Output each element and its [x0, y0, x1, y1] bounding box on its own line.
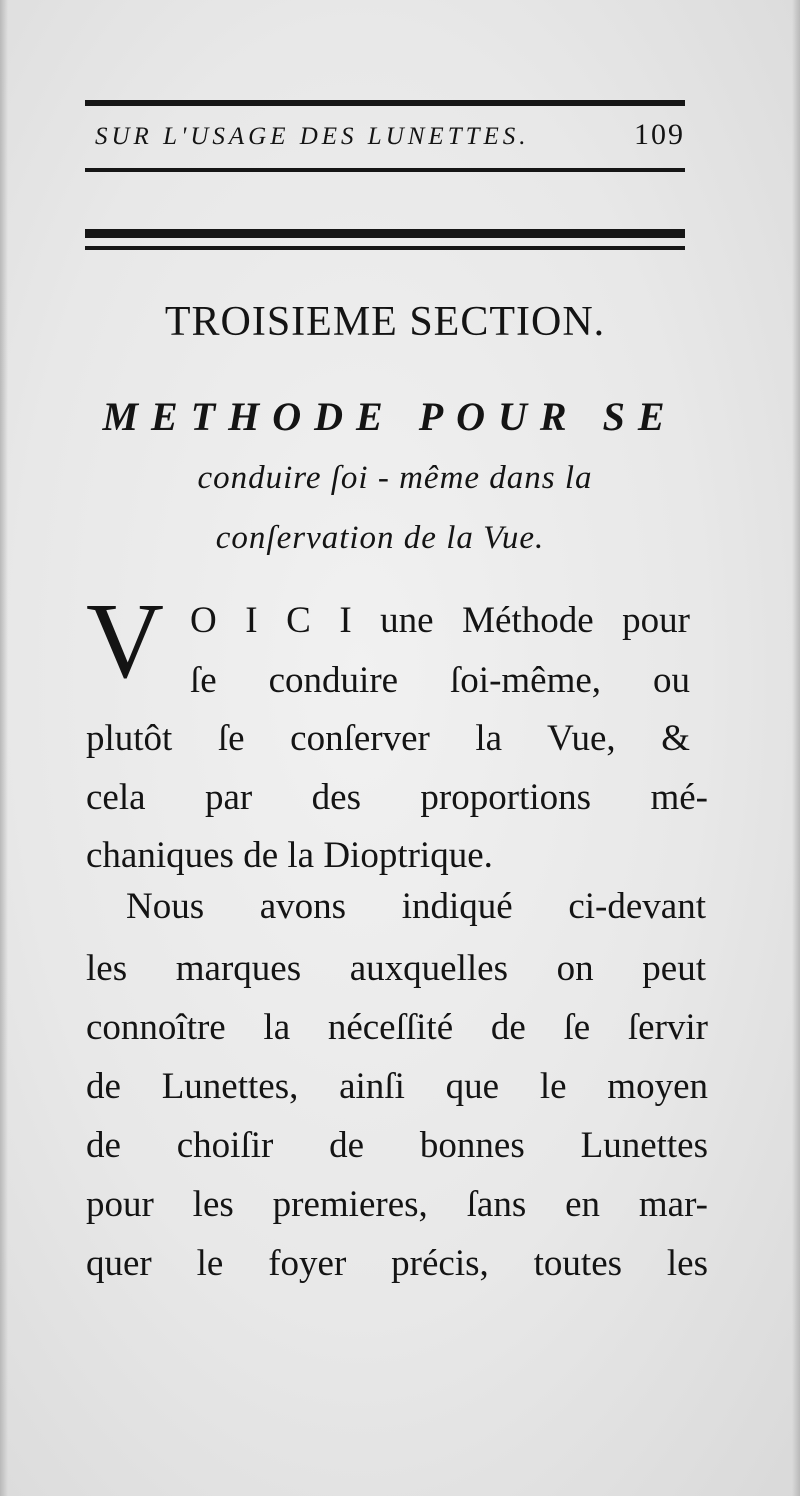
page-number: 109: [634, 118, 685, 151]
body-text-line: cela par des proportions mé-: [86, 777, 708, 818]
section-title: TROISIEME SECTION.: [164, 299, 606, 345]
drop-cap: V: [86, 582, 164, 701]
body-text-line: pour les premieres, ſans en mar-: [86, 1184, 708, 1225]
body-text-line: de choiſir de bonnes Lunettes: [86, 1125, 708, 1166]
page-edge-right: [792, 0, 800, 1496]
body-text-line: ſe conduire ſoi-même, ou: [190, 660, 690, 701]
body-text-line: chaniques de la Dioptrique.: [86, 835, 493, 876]
body-text-line: de Lunettes, ainſi que le moyen: [86, 1066, 708, 1107]
section-subtitle-line: conduire ſoi - même dans la: [197, 460, 593, 496]
section-rule-thin: [85, 246, 685, 250]
running-head: [95, 118, 685, 162]
section-subtitle-line: METHODE POUR SE: [102, 394, 678, 439]
body-text-line: O I C I une Méthode pour: [190, 600, 690, 641]
body-text-line: connoître la néceſſité de ſe ſervir: [86, 1007, 708, 1048]
page-edge-left: [0, 0, 8, 1496]
header-rule-bottom: [85, 168, 685, 172]
body-text-line: quer le foyer précis, toutes les: [86, 1243, 708, 1284]
running-title: SUR L'USAGE DES LUNETTES.: [95, 123, 530, 150]
section-subtitle-line: conſervation de la Vue.: [215, 520, 545, 556]
body-text-line: plutôt ſe conſerver la Vue, &: [86, 718, 690, 759]
body-text-line: les marques auxquelles on peut: [86, 948, 706, 989]
header-rule-top: [85, 100, 685, 106]
body-text-line: Nous avons indiqué ci-devant: [126, 886, 706, 927]
section-rule-thick: [85, 229, 685, 238]
